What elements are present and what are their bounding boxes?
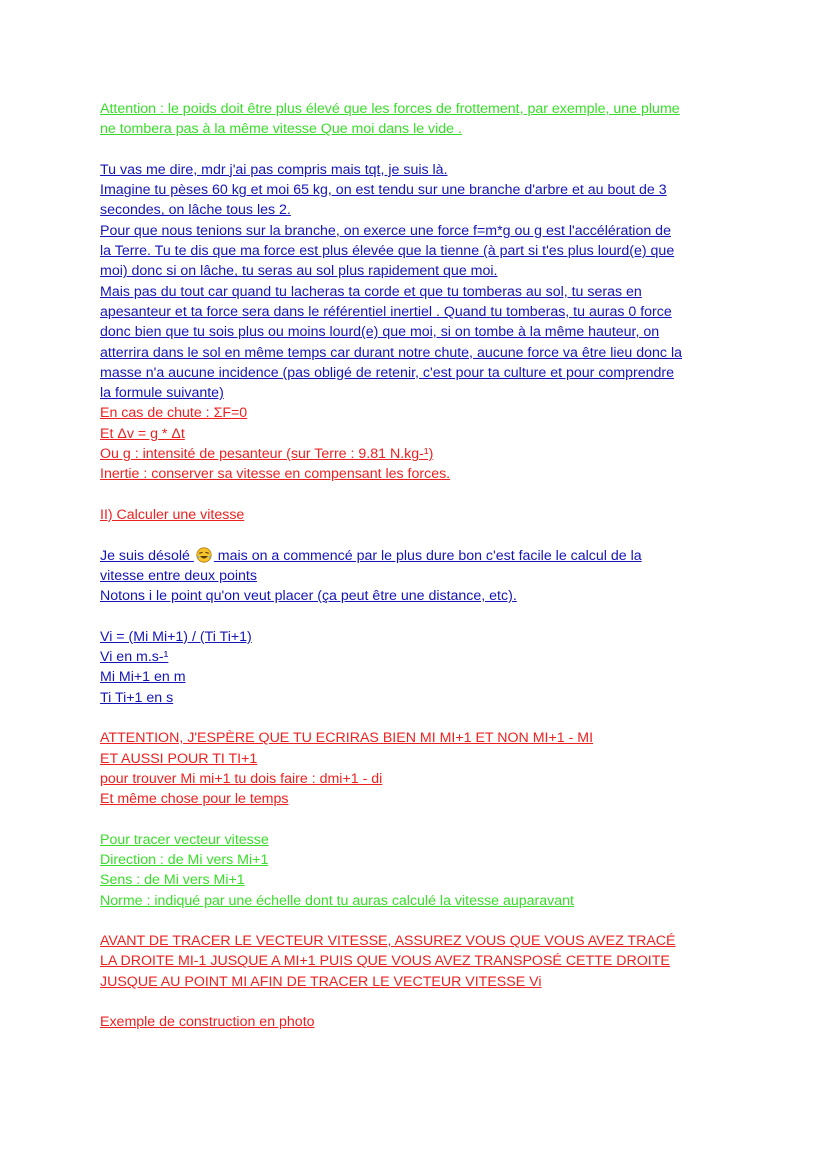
paragraph-gap xyxy=(100,809,740,829)
paragraph-gap xyxy=(100,485,740,505)
text-line: ET AUSSI POUR TI TI+1 xyxy=(100,750,258,767)
paragraph-gap xyxy=(100,708,740,728)
text-line: apesanteur et ta force sera dans le référentiel inertiel . Quand tu tomberas, tu auras 0 force xyxy=(100,303,672,320)
paragraph-gap xyxy=(100,992,740,1012)
text-line: Tu vas me dire, mdr j'ai pas compris mais tqt, je suis là. xyxy=(100,161,448,178)
text-line: Vi = (Mi Mi+1) / (Ti Ti+1) xyxy=(100,628,252,645)
text-block xyxy=(100,99,740,140)
text-line-part: mais on a commencé par le plus dure bon c'est facile le calcul de la xyxy=(213,547,642,564)
text-block xyxy=(100,160,740,404)
text-line: Et Δv = g * Δt xyxy=(100,425,185,442)
text-line: Et même chose pour le temps xyxy=(100,791,289,808)
paragraph-gap xyxy=(100,525,740,545)
text-block xyxy=(100,546,740,607)
paragraph-gap xyxy=(100,140,740,160)
text-block xyxy=(100,403,740,484)
text-line: secondes, on lâche tous les 2. xyxy=(100,202,291,219)
text-line: Exemple de construction en photo xyxy=(100,1014,315,1031)
text-line: la formule suivante) xyxy=(100,385,224,402)
text-line: donc bien que tu sois plus ou moins lourd(e) que moi, si on tombe à la même hauteur, on xyxy=(100,324,660,341)
text-line: Imagine tu pèses 60 kg et moi 65 kg, on est tendu sur une branche d'arbre et au bout de 3 xyxy=(100,182,667,199)
text-line: Pour tracer vecteur vitesse xyxy=(100,831,269,848)
text-block xyxy=(100,728,740,809)
text-line xyxy=(100,546,740,566)
paragraph-gap xyxy=(100,911,740,931)
rofl-emoji-icon xyxy=(196,547,212,563)
text-line: ne tombera pas à la même vitesse Que moi dans le vide . xyxy=(100,121,462,138)
text-line: Norme : indiqué par une échelle dont tu auras calculé la vitesse auparavant xyxy=(100,892,574,909)
text-line: Inertie : conserver sa vitesse en compensant les forces. xyxy=(100,466,451,483)
text-line: Attention : le poids doit être plus élevé que les forces de frottement, par exemple, une plume xyxy=(100,101,680,117)
text-line: Mais pas du tout car quand tu lacheras ta corde et que tu tomberas au sol, tu seras en xyxy=(100,283,642,300)
text-line: pour trouver Mi mi+1 tu dois faire : dmi+1 - di xyxy=(100,770,383,787)
text-line: ATTENTION, J'ESPÈRE QUE TU ECRIRAS BIEN MI MI+1 ET NON MI+1 - MI xyxy=(100,730,594,747)
text-block xyxy=(100,1012,740,1032)
text-line: Mi Mi+1 en m xyxy=(100,669,186,686)
text-block xyxy=(100,830,740,911)
text-line: AVANT DE TRACER LE VECTEUR VITESSE, ASSUREZ VOUS QUE VOUS AVEZ TRACÉ xyxy=(100,933,676,950)
document-body xyxy=(100,99,740,1033)
text-line: Vi en m.s-¹ xyxy=(100,649,169,666)
text-line-part: Je suis désolé xyxy=(100,547,194,564)
text-block xyxy=(100,931,740,992)
text-line: moi) donc si on lâche, tu seras au sol plus rapidement que moi. xyxy=(100,263,498,280)
text-line: JUSQUE AU POINT MI AFIN DE TRACER LE VECTEUR VITESSE Vi xyxy=(100,973,542,990)
text-line: Notons i le point qu'on veut placer (ça peut être une distance, etc). xyxy=(100,588,517,605)
text-line: Ou g : intensité de pesanteur (sur Terre : 9.81 N.kg-¹) xyxy=(100,446,434,463)
text-line: la Terre. Tu te dis que ma force est plus élevée que la tienne (à part si t'es plus lourd(e) que xyxy=(100,243,675,260)
text-line: Ti Ti+1 en s xyxy=(100,689,174,706)
text-line: atterrira dans le sol en même temps car durant notre chute, aucune force va être lieu donc la xyxy=(100,344,682,361)
text-line: Direction : de Mi vers Mi+1 xyxy=(100,851,269,868)
text-line: Sens : de Mi vers Mi+1 xyxy=(100,872,245,889)
text-line: Pour que nous tenions sur la branche, on exerce une force f=m*g ou g est l'accélération de xyxy=(100,222,671,239)
text-line: En cas de chute : ΣF=0 xyxy=(100,405,248,422)
text-block xyxy=(100,627,740,708)
text-line: vitesse entre deux points xyxy=(100,567,257,584)
text-line: II) Calculer une vitesse xyxy=(100,506,245,523)
text-line: masse n'a aucune incidence (pas obligé de retenir, c'est pour ta culture et pour comprendre xyxy=(100,364,675,381)
text-block xyxy=(100,505,740,525)
text-line: LA DROITE MI-1 JUSQUE A MI+1 PUIS QUE VOUS AVEZ TRANSPOSÉ CETTE DROITE xyxy=(100,953,670,970)
paragraph-gap xyxy=(100,606,740,626)
